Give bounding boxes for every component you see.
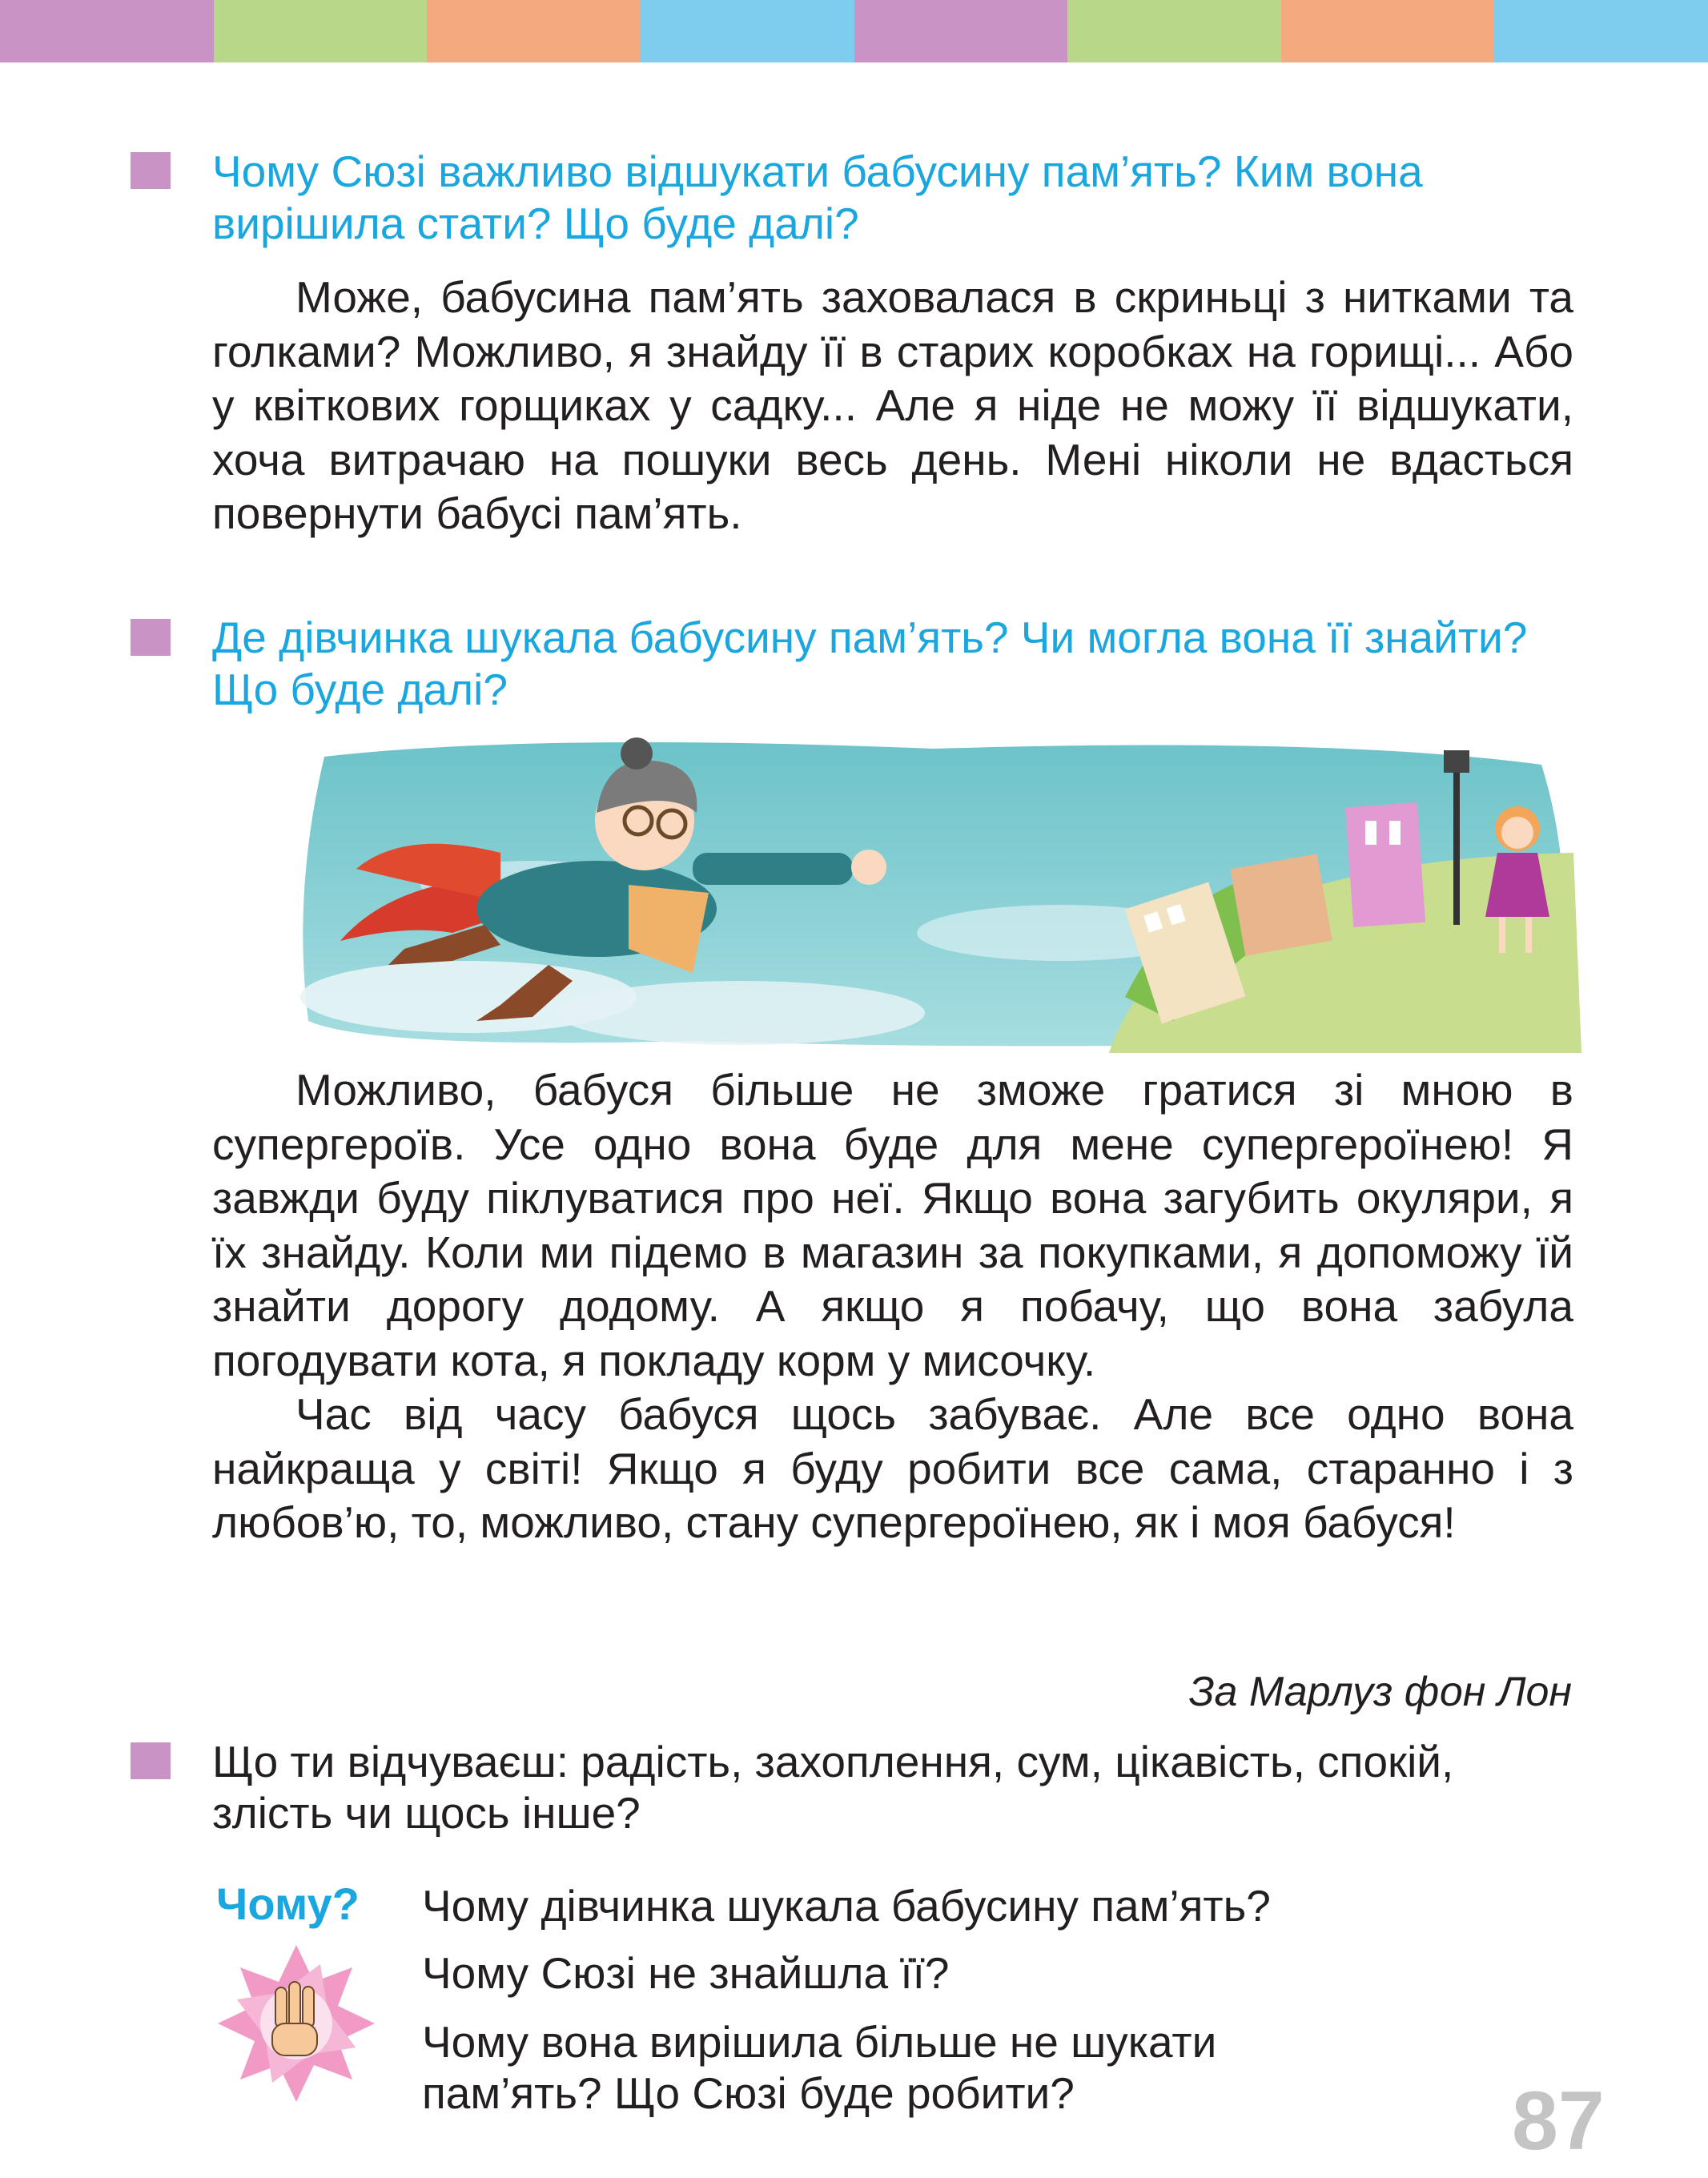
author-attribution: За Марлуз фон Лон bbox=[1188, 1669, 1572, 1715]
question-marker bbox=[131, 152, 171, 189]
question-2: Де дівчинка шукала бабусину пам’ять? Чи могла вона її знайти? Що буде далі? bbox=[212, 613, 1528, 714]
paragraph-text: Може, бабусина пам’ять заховалася в скриньці з нитками та голками? Можливо, я знайду її в старих коробках на горищі... Або у квіткових горщиках у садку... Але я ніде не можу її відшукати, хоча витрачаю на пошуки весь день. Мені ніколи не вдасться повернути бабусі пам’ять. bbox=[212, 272, 1573, 538]
question-marker bbox=[131, 1742, 171, 1779]
question-marker bbox=[131, 619, 171, 656]
flying-grandma-illustration bbox=[292, 733, 1589, 1053]
question-1: Чому Сюзі важливо відшукати бабусину пам’ять? Ким вона вирішила стати? Що буде далі? bbox=[212, 147, 1423, 248]
story-text bbox=[212, 1063, 1573, 1550]
color-band bbox=[0, 0, 1708, 62]
band-segment bbox=[1067, 0, 1281, 62]
page-number: 87 bbox=[1512, 2075, 1605, 2168]
why-label: Чому? bbox=[216, 1879, 360, 1929]
story-paragraph-1 bbox=[212, 271, 1573, 541]
band-segment bbox=[641, 0, 854, 62]
band-segment bbox=[854, 0, 1068, 62]
question-3: Що ти відчуваєш: радість, захоплення, сум, цікавість, спокій, злість чи щось інше? bbox=[212, 1737, 1454, 1838]
why-question-2: Чому Сюзі не знайшла її? bbox=[422, 1948, 950, 1998]
band-segment bbox=[214, 0, 428, 62]
why-question-1: Чому дівчинка шукала бабусину пам’ять? bbox=[422, 1881, 1271, 1931]
story-paragraph-3: Час від часу бабуся щось забуває. Але все одно вона найкраща у світі! Якщо я буду робити все сама, старанно і з любов’ю, то, можливо, стану супергероїнею, як і моя бабуся! bbox=[212, 1389, 1573, 1547]
why-question-3: Чому вона вирішила більше не шукати пам’ять? Що Сюзі буде робити? bbox=[422, 2017, 1217, 2118]
band-segment bbox=[1281, 0, 1495, 62]
three-fingers-flower-icon bbox=[212, 1939, 380, 2108]
story-paragraph-2: Можливо, бабуся більше не зможе гратися зі мною в супергероїв. Усе одно вона буде для мене супергероїнею! Я завжди буду піклуватися про неї. Якщо вона загубить окуляри, я їх знайду. Коли ми підемо в магазин за покупками, я допоможу їй знайти дорогу додому. А якщо я побачу, що вона забула погодувати кота, я покладу корм у мисочку. bbox=[212, 1065, 1573, 1385]
band-segment bbox=[0, 0, 214, 62]
band-segment bbox=[1494, 0, 1708, 62]
band-segment bbox=[427, 0, 641, 62]
